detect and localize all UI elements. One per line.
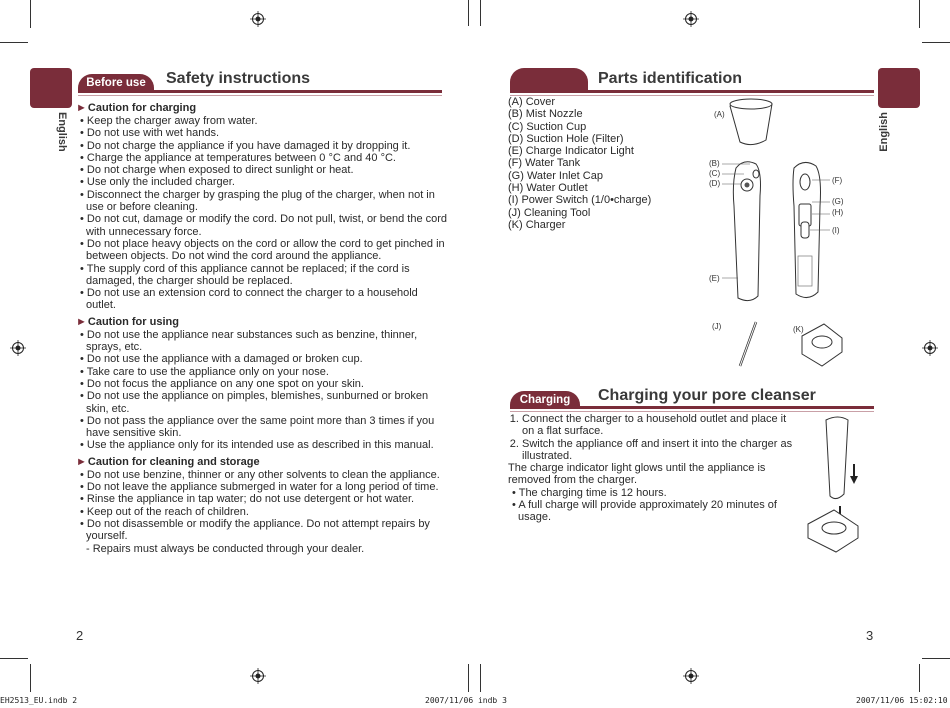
list-item: • Do not place heavy objects on the cord or allow the cord to get pinched in between objects. Do not wind the cord around the appliance. [76,238,448,263]
list-item: • Charge the appliance at temperatures between 0 °C and 40 °C. [76,152,448,164]
section-pill-before-use: Before use [78,74,154,92]
crop-mark [480,0,481,26]
list-item: • Use the appliance only for its intended use as described in this manual. [76,439,448,451]
diagram-label: (J) [712,322,722,331]
list-item: • Do not leave the appliance submerged in water for a long period of time. [76,481,448,493]
list-item: • Do not charge when exposed to direct sunlight or heat. [76,164,448,176]
diagram-label: (E) [709,274,720,283]
crop-mark [30,664,31,692]
section-divider [510,406,874,409]
registration-mark-icon [683,11,699,27]
list-item: • Disconnect the charger by grasping the plug of the charger, when not in use or before cleaning. [76,189,448,214]
list-item-note: - Repairs must always be conducted through your dealer. [86,542,365,555]
section-pill-charging: Charging [510,391,580,409]
charging-instructions [508,413,798,524]
diagram-label: (F) [832,176,843,185]
section-heading-parts: Parts identification [598,70,743,87]
registration-mark-icon [250,668,266,684]
list-item: • Do not use benzine, thinner or any other solvents to clean the appliance. [76,469,448,481]
part-item: (G) Water Inlet Cap [508,169,603,182]
list-item: • The charging time is 12 hours. [508,487,798,499]
list-item: • Do not use an extension cord to connect the charger to a household outlet. [76,287,448,312]
indicator-text: The charge indicator light glows until the appliance is removed from the charger. [508,462,766,487]
part-item: (A) Cover [508,96,556,108]
list-item: • Do not cut, damage or modify the cord. Do not pull, twist, or bend the cord with unnecessary force. [76,213,448,238]
page-title: Safety instructions [166,70,311,87]
crop-mark [922,658,950,659]
part-item: (F) Water Tank [508,157,581,170]
triangle-icon: ► [76,315,87,328]
list-item: • Do not use the appliance on pimples, blemishes, sunburned or broken skin, etc. [76,390,448,415]
list-item: • Take care to use the appliance only on your nose. [76,366,448,378]
section-divider [510,411,874,412]
list-item: • Keep out of the reach of children. [76,506,448,518]
crop-mark [919,664,920,692]
bullet-list [76,115,448,312]
list-item: • Rinse the appliance in tap water; do not use detergent or hot water. [76,493,448,505]
list-item: • A full charge will provide approximately 20 minutes of usage. [508,499,798,524]
section-pill-blank [510,68,588,92]
diagram-label: (C) [709,169,721,178]
footer-timestamp: 2007/11/06 15:02:10 [856,696,948,705]
list-item: • Do not charge the appliance if you have damaged it by dropping it. [76,140,448,152]
list-item: • Do not focus the appliance on any one spot on your skin. [76,378,448,390]
section-divider [78,95,442,96]
part-item: (K) Charger [508,218,566,231]
triangle-icon: ► [76,455,87,468]
crop-mark [0,42,28,43]
registration-mark-icon [922,340,938,356]
parts-diagram [700,96,880,376]
crop-mark [30,0,31,28]
diagram-label: (K) [793,325,804,334]
diagram-label: (A) [714,110,725,119]
crop-mark [919,0,920,28]
list-item: • Use only the included charger. [76,176,448,188]
crop-mark [0,658,28,659]
page-number: 2 [76,628,84,643]
diagram-label: (B) [709,159,720,168]
section-divider [78,90,442,93]
list-item: • The supply cord of this appliance cannot be replaced; if the cord is damaged, the charger should be replaced. [76,263,448,288]
group-title: ►Caution for cleaning and storage [76,455,260,468]
crop-mark [480,664,481,692]
footer-file-info: EH2513_EU.indb 2 [0,696,78,705]
registration-mark-icon [250,11,266,27]
list-item: • Do not use the appliance near substances such as benzine, thinner, sprays, etc. [76,329,448,354]
diagram-label: (H) [832,208,844,217]
part-item: (H) Water Outlet [508,182,588,195]
group-title: ►Caution for charging [76,102,197,114]
registration-mark-icon [683,668,699,684]
section-divider [510,90,874,93]
section-heading-charging: Charging your pore cleanser [598,387,816,404]
part-item: (B) Mist Nozzle [508,108,583,121]
bullet-list [76,329,448,452]
crop-mark [468,664,469,692]
crop-mark [468,0,469,26]
diagram-label: (G) [832,197,844,206]
page-number: 3 [866,628,874,643]
list-item: • Do not use the appliance with a damaged or broken cup. [76,353,448,365]
list-item: • Do not pass the appliance over the same point more than 3 times if you have sensitive skin. [76,415,448,440]
diagram-label: (D) [709,179,721,188]
language-tab-label: English [878,112,890,152]
bullet-list [76,469,448,555]
footer-date-info: 2007/11/06 indb 3 [425,696,507,705]
triangle-icon: ► [76,102,87,114]
list-item: • Keep the charger away from water. [76,115,448,127]
step-item: 2. Switch the appliance off and insert it into the charger as illustrated. [522,438,798,463]
crop-mark [922,42,950,43]
part-item: (J) Cleaning Tool [508,206,591,219]
part-item: (D) Suction Hole (Filter) [508,132,624,145]
diagram-label: (I) [832,226,840,235]
safety-instructions [76,98,448,555]
registration-mark-icon [10,340,26,356]
part-item: (C) Suction Cup [508,120,587,133]
group-title: ►Caution for using [76,315,179,328]
step-item: 1. Connect the charger to a household outlet and place it on a flat surface. [522,413,798,438]
language-tab [30,68,72,108]
language-tab-label: English [56,112,68,152]
part-item: (E) Charge Indicator Light [508,145,634,158]
parts-list [508,96,708,231]
charging-diagram [800,414,864,554]
list-item: • Do not disassemble or modify the appliance. Do not attempt repairs by yourself. [76,518,448,543]
list-item: • Do not use with wet hands. [76,127,448,139]
part-item: (I) Power Switch (1/0•charge) [508,194,652,207]
language-tab [878,68,920,108]
step-list [508,413,798,462]
bullet-list [508,487,798,524]
